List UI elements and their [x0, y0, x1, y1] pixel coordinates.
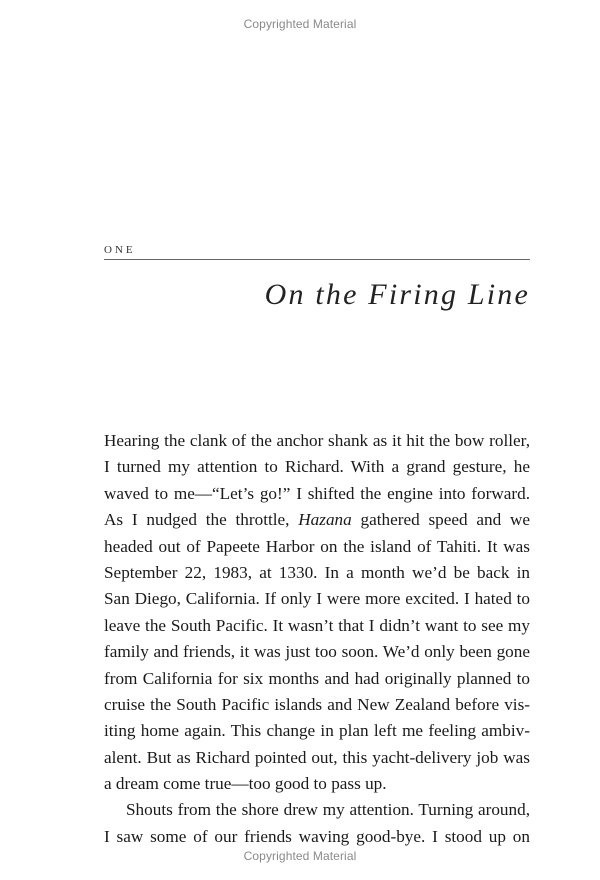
text-line: [104, 507, 530, 533]
text-fragment: gathered speed and we: [351, 510, 530, 530]
chapter-number: ONE: [104, 244, 136, 256]
text-line: Hearing the clank of the anchor shank as it hit the bow roller,: [104, 431, 530, 450]
body-text: [104, 428, 530, 850]
chapter-title: On the Firing Line: [264, 278, 530, 311]
text-line: iting home again. This change in plan left me feeling ambiv-: [104, 721, 530, 741]
boat-name: Hazana: [298, 510, 352, 530]
text-line: family and friends, it was just too soon. We’d only been gone: [104, 642, 530, 662]
text-line: September 22, 1983, at 1330. In a month we’d be back in: [104, 562, 530, 582]
text-line: Shouts from the shore drew my attention. Turning around,: [126, 800, 530, 820]
copyright-watermark-top: Copyrighted Material: [243, 17, 357, 31]
chapter-divider: [104, 259, 530, 260]
text-line: from California for six months and had originally planned to: [104, 668, 530, 688]
text-line: alent. But as Richard pointed out, this yacht-delivery job was: [104, 747, 530, 767]
text-line: waved to me—“Let’s go!” I shifted the engine into forward.: [104, 483, 530, 503]
text-line: I saw some of our friends waving good-bye. I stood up on: [104, 826, 530, 846]
text-fragment: As I nudged the throttle,: [104, 510, 299, 530]
text-line: a dream come true—too good to pass up.: [104, 774, 387, 794]
text-line: I turned my attention to Richard. With a grand gesture, he: [104, 457, 530, 477]
text-line: headed out of Papeete Harbor on the island of Tahiti. It was: [104, 536, 530, 556]
copyright-watermark-bottom: Copyrighted Material: [243, 849, 357, 863]
text-line: San Diego, California. If only I were more excited. I hated to: [104, 589, 530, 609]
text-line: cruise the South Pacific islands and New Zealand before vis-: [104, 694, 530, 714]
text-line: leave the South Pacific. It wasn’t that I didn’t want to see my: [104, 615, 530, 635]
